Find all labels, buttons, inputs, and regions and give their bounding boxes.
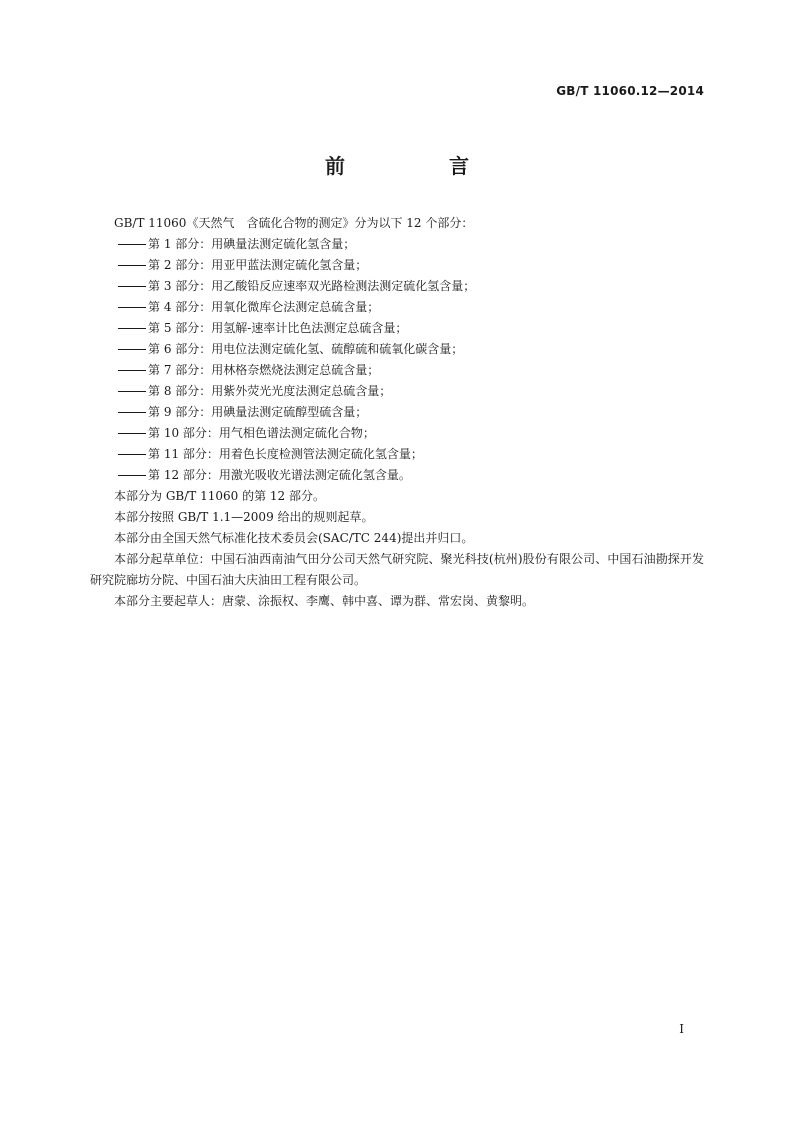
list-item — [90, 276, 704, 297]
page-number: I — [679, 1022, 684, 1036]
drafting-rules-paragraph: 本部分按照 GB/T 1.1—2009 给出的规则起草。 — [114, 510, 374, 524]
list-item-text: 第 10 部分：用气相色谱法测定硫化合物； — [148, 426, 375, 440]
foreword-body — [90, 213, 704, 612]
list-item — [90, 339, 704, 360]
drafters-paragraph: 本部分主要起草人：唐蒙、涂振权、李鹰、韩中喜、谭为群、常宏岗、黄黎明。 — [114, 594, 535, 608]
em-dash-marker — [118, 307, 146, 308]
em-dash-marker — [118, 454, 146, 455]
drafting-units-paragraph: 本部分起草单位：中国石油西南油气田分公司天然气研究院、聚光科技(杭州)股份有限公司、中国石油勘探开发研究院廊坊分院、中国石油大庆油田工程有限公司。 — [90, 552, 704, 587]
list-item — [90, 423, 704, 444]
list-item — [90, 297, 704, 318]
list-item — [90, 465, 704, 486]
em-dash-marker — [118, 328, 146, 329]
list-item-text: 第 9 部分：用碘量法测定硫醇型硫含量； — [148, 405, 368, 419]
list-item-text: 第 3 部分：用乙酸铅反应速率双光路检测法测定硫化氢含量； — [148, 279, 476, 293]
em-dash-marker — [118, 370, 146, 371]
em-dash-marker — [118, 349, 146, 350]
em-dash-marker — [118, 244, 146, 245]
list-item — [90, 381, 704, 402]
em-dash-marker — [118, 286, 146, 287]
list-item — [90, 255, 704, 276]
em-dash-marker — [118, 265, 146, 266]
intro-paragraph: GB/T 11060《天然气 含硫化合物的测定》分为以下 12 个部分： — [114, 216, 474, 230]
em-dash-marker — [118, 412, 146, 413]
list-item-text: 第 1 部分：用碘量法测定硫化氢含量； — [148, 237, 356, 251]
list-item — [90, 318, 704, 339]
em-dash-marker — [118, 475, 146, 476]
em-dash-marker — [118, 391, 146, 392]
part-of-paragraph: 本部分为 GB/T 11060 的第 12 部分。 — [114, 489, 325, 503]
list-item-text: 第 8 部分：用紫外荧光光度法测定总硫含量； — [148, 384, 392, 398]
page-title: 前 言 — [325, 154, 511, 178]
parts-list — [90, 234, 704, 486]
em-dash-marker — [118, 433, 146, 434]
list-item — [90, 402, 704, 423]
list-item — [90, 444, 704, 465]
list-item — [90, 360, 704, 381]
standard-number: GB/T 11060.12—2014 — [556, 84, 704, 98]
list-item — [90, 234, 704, 255]
list-item-text: 第 11 部分：用着色长度检测管法测定硫化氢含量； — [148, 447, 423, 461]
list-item-text: 第 5 部分：用氢解-速率计比色法测定总硫含量； — [148, 321, 408, 335]
list-item-text: 第 6 部分：用电位法测定硫化氢、硫醇硫和硫氧化碳含量； — [148, 342, 464, 356]
list-item-text: 第 12 部分：用激光吸收光谱法测定硫化氢含量。 — [148, 468, 411, 482]
proposer-paragraph: 本部分由全国天然气标准化技术委员会(SAC/TC 244)提出并归口。 — [114, 531, 474, 545]
list-item-text: 第 4 部分：用氧化微库仑法测定总硫含量； — [148, 300, 380, 314]
list-item-text: 第 7 部分：用林格奈燃烧法测定总硫含量； — [148, 363, 380, 377]
list-item-text: 第 2 部分：用亚甲蓝法测定硫化氢含量； — [148, 258, 368, 272]
